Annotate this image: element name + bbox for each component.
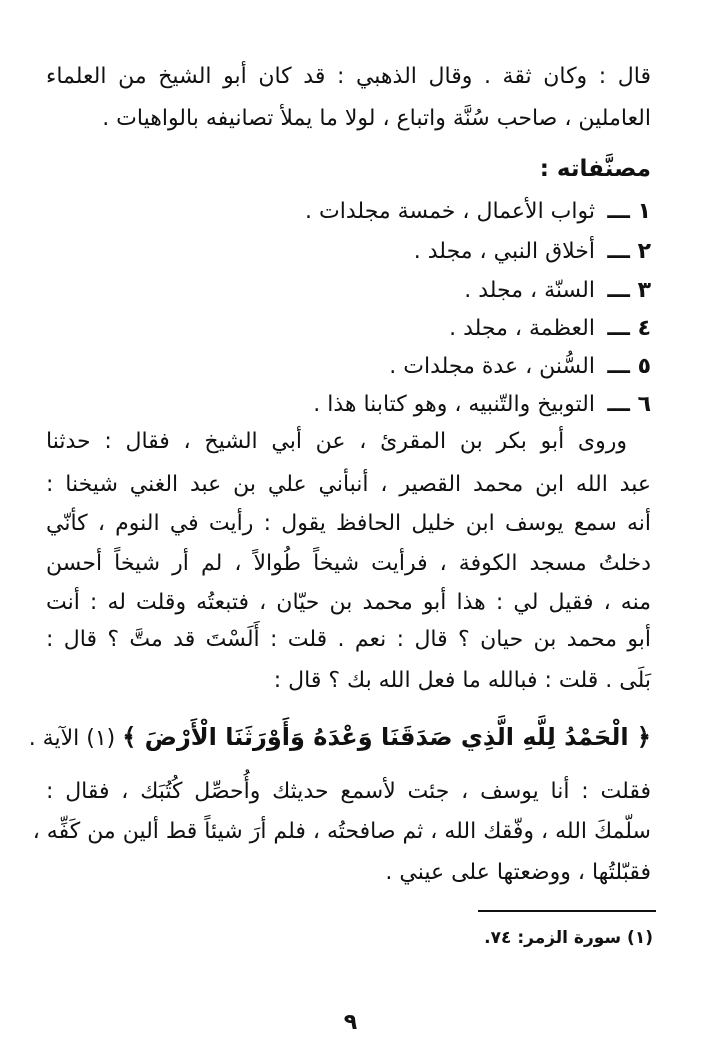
para2-line-4: دخلتُ مسجد الكوفة ، فرأيت شيخاً طُوالاً ، لم أر شيخاً أحسن [46, 551, 651, 576]
works-item-number: ٦ ـــ [607, 392, 651, 417]
works-item-text: أخلاق النبي ، مجلد . [413, 239, 595, 264]
footnote-divider [478, 910, 656, 912]
works-item-text: العظمة ، مجلد . [449, 316, 595, 341]
works-item-text: السنّة ، مجلد . [464, 278, 595, 303]
para2-line-1: وروى أبو بكر بن المقرئ ، عن أبي الشيخ ، فقال : حدثنا [46, 429, 627, 454]
works-item-number: ٣ ـــ [607, 278, 651, 303]
para2-line-5: منه ، فقيل لي : هذا أبو محمد بن حيّان ، فتبعتُه وقلت له : أنت [46, 590, 651, 615]
page-number: ٩ [343, 1010, 358, 1035]
works-item-number: ٥ ـــ [607, 354, 651, 379]
para2-line-6: أبو محمد بن حيان ؟ قال : نعم . قلت : أَلَسْتَ قد متَّ ؟ قال : [46, 627, 651, 652]
works-item-6 [46, 390, 651, 420]
works-item-text: السُّنن ، عدة مجلدات . [389, 354, 595, 379]
para2-line-3: أنه سمع يوسف ابن خليل الحافظ يقول : رأيت في النوم ، كأنّي [46, 511, 651, 536]
works-item-3 [46, 276, 651, 306]
works-item-number: ٤ ـــ [607, 316, 651, 341]
para3-line-1: فقلت : أنا يوسف ، جئت لأسمع حديثك وأُحصِّل كُتُبَك ، فقال : [46, 779, 651, 804]
para1-line-1: قال : وكان ثقة . وقال الذهبي : قد كان أبو الشيخ من العلماء [46, 64, 651, 89]
works-item-number: ٢ ـــ [607, 239, 651, 264]
works-item-2 [46, 237, 651, 267]
para3-line-3: فقبّلتُها ، ووضعتها على عيني . [385, 860, 651, 885]
works-item-number: ١ ـــ [607, 199, 651, 224]
quran-verse-line [28, 722, 651, 754]
verse-reference: (١) الآية . [28, 726, 116, 751]
works-heading: مصنَّفاته : [539, 156, 651, 182]
para1-line-2: العاملين ، صاحب سُنَّة واتباع ، لولا ما يملأ تصانيفه بالواهيات . [102, 106, 651, 131]
para2-line-2: عبد الله ابن محمد القصير ، أنبأني علي بن عبد الغني شيخنا : [46, 472, 651, 497]
footnote: (١) سورة الزمر: ٧٤. [484, 928, 653, 948]
works-item-text: التوبيخ والتّنبيه ، وهو كتابنا هذا . [313, 392, 595, 417]
works-item-text: ثواب الأعمال ، خمسة مجلدات . [305, 199, 595, 224]
works-item-5 [46, 352, 651, 382]
para2-line-7: بَلَى . قلت : فبالله ما فعل الله بك ؟ قال : [273, 668, 651, 693]
para3-line-2: سلّمكَ الله ، وفّقك الله ، ثم صافحتُه ، فلم أرَ شيئاً قط ألين من كَفِّه ، [32, 819, 651, 844]
quran-verse: ﴿ الْحَمْدُ لِلَّهِ الَّذِي صَدَقَنَا وَعْدَهُ وَأَوْرَثَنَا الْأَرْضَ ﴾ [122, 723, 651, 751]
works-item-4 [46, 314, 651, 344]
works-item-1 [46, 197, 651, 227]
